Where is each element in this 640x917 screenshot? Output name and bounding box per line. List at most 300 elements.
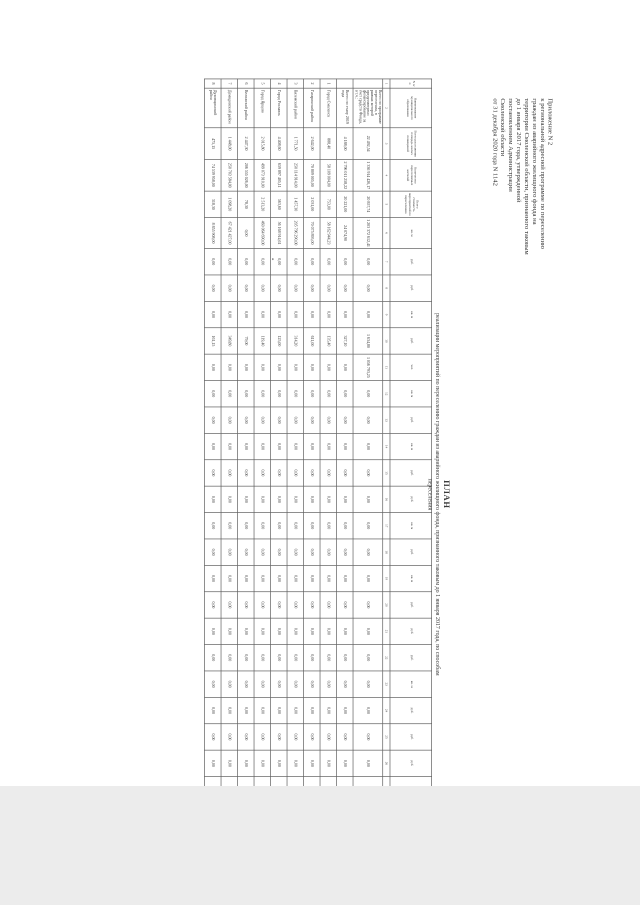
table-cell: 0,00 xyxy=(337,249,354,275)
column-header: руб. xyxy=(390,328,432,354)
column-header: руб. xyxy=(390,539,432,565)
table-cell: 1 098,20 xyxy=(221,191,238,217)
table-cell: 1 634,80 xyxy=(353,328,383,354)
table-cell: 0,00 xyxy=(238,486,255,512)
column-header: руб. xyxy=(390,750,432,776)
table-cell: 0,00 xyxy=(254,697,270,723)
table-cell: 0,00 xyxy=(353,407,383,433)
table-cell: 0,00 xyxy=(221,565,238,591)
table-cell: 0,00 xyxy=(254,565,270,591)
appendix-line: граждан из аварийного жилищного фонда на xyxy=(530,98,539,225)
column-number: 2 xyxy=(383,88,390,128)
table-cell: 0,00 xyxy=(254,275,270,301)
table-cell: 0,00 xyxy=(238,513,255,539)
table-cell: 74 539 958,00 xyxy=(205,159,222,191)
appendix-note xyxy=(491,98,554,296)
column-number: 3 xyxy=(383,128,390,160)
table-cell: 0,00 xyxy=(304,513,321,539)
table-cell: 70 075 895,00 xyxy=(304,218,321,249)
row-number: 6 xyxy=(238,79,255,88)
scan-speck xyxy=(272,258,273,260)
table-cell: 0,00 xyxy=(337,592,354,618)
appendix-line: к региональной адресной программе по переселению xyxy=(538,98,547,249)
table-cell: 0,00 xyxy=(254,645,270,671)
table-cell: 0,00 xyxy=(287,381,304,407)
table-cell: 0,00 xyxy=(221,750,238,776)
table-cell: 0,00 xyxy=(320,645,337,671)
table-cell: 0,00 xyxy=(205,671,222,697)
table-cell: 0,00 xyxy=(238,407,255,433)
table-cell: 0,00 xyxy=(238,565,255,591)
table-cell: 0,00 xyxy=(271,565,288,591)
table-cell: 0,00 xyxy=(304,750,321,776)
column-header: кв. м xyxy=(390,671,432,697)
table-cell: 0,00 xyxy=(287,539,304,565)
table-cell: 0,00 xyxy=(337,645,354,671)
table-cell: 0,00 xyxy=(221,275,238,301)
table-cell: 0,00 xyxy=(254,381,270,407)
table-cell: 0,00 xyxy=(238,645,255,671)
table-cell: 0,00 xyxy=(221,460,238,486)
table-cell: 0,00 xyxy=(353,592,383,618)
table-cell: 250 703 584,00 xyxy=(221,159,238,191)
column-header: чел. xyxy=(390,354,432,380)
appendix-line: Приложение N 2 xyxy=(546,98,554,146)
table-cell: 0,00 xyxy=(287,697,304,723)
table-cell: 0,00 xyxy=(304,301,321,327)
table-cell: 460 064 690,00 xyxy=(254,218,270,249)
table-cell: 0,00 xyxy=(271,671,288,697)
table-cell: 0,00 xyxy=(287,460,304,486)
column-number: 8 xyxy=(383,275,390,301)
table-cell: 0,00 xyxy=(304,724,321,750)
table-cell: 318,30 xyxy=(205,191,222,217)
table-cell: 0,00 xyxy=(238,592,255,618)
table-cell: 4 188,00 xyxy=(337,128,354,160)
column-header: руб. xyxy=(390,275,432,301)
table-cell: 0,00 xyxy=(238,724,255,750)
table-cell: 0,00 xyxy=(320,539,337,565)
table-cell: 0,00 xyxy=(287,645,304,671)
table-cell: 70 809 005,00 xyxy=(304,159,321,191)
municipality-name: Всего по программе переселения, в рамках которой предусмотрено финансирование за счет средств Фонда, в т.ч.: xyxy=(353,88,383,128)
column-number: 10 xyxy=(383,328,390,354)
table-cell: 0,00 xyxy=(320,275,337,301)
table-cell: 0,00 xyxy=(304,486,321,512)
table-cell: 0,00 xyxy=(271,249,288,275)
table-cell: 0,00 xyxy=(221,301,238,327)
column-header: кв. м xyxy=(390,433,432,459)
appendix-line: постановлением Администрации xyxy=(507,98,515,192)
table-cell: 0,00 xyxy=(238,750,255,776)
table-cell: 0,00 xyxy=(304,618,321,644)
table-cell: 0,00 xyxy=(353,618,383,644)
table-cell: 0,00 xyxy=(221,513,238,539)
table-row xyxy=(221,79,238,803)
table-cell: 0,00 xyxy=(221,407,238,433)
table-cell: 0,00 xyxy=(238,433,255,459)
municipality-name: Всего по этапу 2019 года xyxy=(337,88,354,128)
municipality-name: Демидовский район xyxy=(221,88,238,128)
table-cell: 0,00 xyxy=(271,592,288,618)
table-cell: 0,00 xyxy=(353,724,383,750)
table-cell: 1 336 914 426,17 xyxy=(353,159,383,191)
table-row xyxy=(320,79,337,803)
column-number: 6 xyxy=(383,218,390,249)
table-cell: 206 555 026,00 xyxy=(238,159,255,191)
table-cell: 78,30 xyxy=(238,191,255,217)
column-number: 9 xyxy=(383,301,390,327)
table-cell: 0,00 xyxy=(320,381,337,407)
table-cell: 0,00 xyxy=(254,354,270,380)
table-cell: 0,00 xyxy=(271,354,288,380)
municipality-name: Город Смоленск xyxy=(320,88,337,128)
table-row xyxy=(337,79,354,803)
table-cell: 0,00 xyxy=(304,354,321,380)
table-cell: 0,00 xyxy=(304,381,321,407)
column-header: кв. м xyxy=(390,218,432,249)
column-number: 17 xyxy=(383,513,390,539)
table-cell: 1 457,30 xyxy=(287,191,304,217)
table-cell: 0,00 xyxy=(337,407,354,433)
table-cell: 250 114 914,00 xyxy=(287,159,304,191)
table-cell: 0,00 xyxy=(287,618,304,644)
table-cell: 0,00 xyxy=(304,592,321,618)
table-cell: 0,00 xyxy=(238,218,255,249)
row-number: 7 xyxy=(221,79,238,88)
table-cell: 1 448,00 xyxy=(221,128,238,160)
row-number xyxy=(353,79,383,88)
table-cell: 0,00 xyxy=(304,460,321,486)
table-cell: 2 015,80 xyxy=(254,128,270,160)
column-header: руб. xyxy=(390,407,432,433)
appendix-line: Смоленской области xyxy=(499,98,507,157)
column-number: 4 xyxy=(383,159,390,191)
table-cell: 0,00 xyxy=(271,697,288,723)
table-row xyxy=(254,79,270,803)
table-cell: 0,00 xyxy=(254,750,270,776)
table-cell: 0,00 xyxy=(238,354,255,380)
column-number: 15 xyxy=(383,460,390,486)
table-cell: 659 897 405,11 xyxy=(271,159,288,191)
table-cell: 0,00 xyxy=(271,724,288,750)
row-number: 3 xyxy=(287,79,304,88)
table-cell: 0,00 xyxy=(221,618,238,644)
table-cell: 0,00 xyxy=(337,565,354,591)
table-cell: 0,00 xyxy=(254,539,270,565)
table-cell: 499 073 910,00 xyxy=(254,159,270,191)
column-header: Всего расселяемая площадь жилых помещений xyxy=(390,128,432,160)
table-cell: 0,00 xyxy=(221,433,238,459)
table-cell: 0,00 xyxy=(238,301,255,327)
table-cell: 0,00 xyxy=(320,433,337,459)
plan-table xyxy=(204,79,432,804)
table-cell: 0,00 xyxy=(271,645,288,671)
table-cell: 0,00 xyxy=(254,407,270,433)
table-cell: 0,00 xyxy=(320,618,337,644)
table-cell: 0,00 xyxy=(320,407,337,433)
table-cell: 0,00 xyxy=(353,275,383,301)
table-cell: 0,00 xyxy=(337,750,354,776)
table-cell: 0,00 xyxy=(205,592,222,618)
table-cell: 327,10 xyxy=(337,328,354,354)
table-cell: 0,00 xyxy=(287,354,304,380)
table-row xyxy=(205,79,222,803)
table-cell: 0,00 xyxy=(304,645,321,671)
row-number: 5 xyxy=(254,79,270,88)
table-cell: 67 421 427,00 xyxy=(221,218,238,249)
table-cell: 0,00 xyxy=(238,460,255,486)
table-cell: 0,00 xyxy=(205,275,222,301)
table-cell: 0,00 xyxy=(221,381,238,407)
table-cell: 2 642,00 xyxy=(304,128,321,160)
table-cell: 0,00 xyxy=(287,724,304,750)
table-cell: 0,00 xyxy=(271,460,288,486)
table-cell: 2 513,20 xyxy=(254,191,270,217)
column-header: Всего стоимость мероприятий по переселению xyxy=(390,191,432,217)
table-cell: 0,00 xyxy=(238,275,255,301)
table-cell: 0,00 xyxy=(205,381,222,407)
table-cell: 0,00 xyxy=(271,433,288,459)
table-cell: 0,00 xyxy=(271,301,288,327)
table-cell: 0,00 xyxy=(205,486,222,512)
table-cell: 0,00 xyxy=(337,618,354,644)
table-row xyxy=(238,79,255,803)
table-cell: 0,00 xyxy=(254,460,270,486)
table-cell: 0,00 xyxy=(304,249,321,275)
column-number: 7 xyxy=(383,249,390,275)
table-cell: 888,40 xyxy=(320,128,337,160)
table-cell: 0,00 xyxy=(205,301,222,327)
table-cell: 0,00 xyxy=(205,460,222,486)
table-cell: 0,00 xyxy=(337,460,354,486)
table-cell: 0,00 xyxy=(337,301,354,327)
table-cell: 0,00 xyxy=(337,486,354,512)
column-number: 11 xyxy=(383,354,390,380)
column-header: N п/п xyxy=(390,79,432,88)
column-number: 22 xyxy=(383,645,390,671)
table-cell: 0,00 xyxy=(320,249,337,275)
table-cell: 0,00 xyxy=(271,539,288,565)
table-row xyxy=(353,79,383,803)
table-cell: 0,00 xyxy=(221,697,238,723)
table-cell: 0,00 xyxy=(337,381,354,407)
table-cell: 611,00 xyxy=(304,328,321,354)
row-number: 4 xyxy=(271,79,288,88)
table-cell: 0,00 xyxy=(304,433,321,459)
table-cell: 0,00 xyxy=(337,433,354,459)
table-cell: 0,00 xyxy=(287,249,304,275)
table-cell: 0,00 xyxy=(238,249,255,275)
column-number: 18 xyxy=(383,539,390,565)
table-cell: 0,00 xyxy=(221,645,238,671)
table-cell: 1 771,50 xyxy=(287,128,304,160)
table-cell: 0,00 xyxy=(320,724,337,750)
table-cell: 205 796 290,00 xyxy=(287,218,304,249)
table-cell: 0,00 xyxy=(304,671,321,697)
table-cell: 0,00 xyxy=(205,645,222,671)
title-main: ПЛАН xyxy=(441,480,452,509)
table-cell: 56 168 914,61 xyxy=(271,218,288,249)
table-cell: 20 221,00 xyxy=(337,191,354,217)
table-cell: 0,00 xyxy=(337,671,354,697)
table-cell: 349,80 xyxy=(221,328,238,354)
table-cell: 0,00 xyxy=(271,407,288,433)
column-number: 25 xyxy=(383,724,390,750)
table-cell: 0,00 xyxy=(271,486,288,512)
municipality-name: Город Ярцево xyxy=(254,88,270,128)
table-cell: 58 162 944,23 xyxy=(320,218,337,249)
municipality-name: Город Рославль xyxy=(271,88,288,128)
scanner-margin xyxy=(0,786,640,905)
table-cell: 0,00 xyxy=(205,249,222,275)
table-cell: 0,00 xyxy=(304,407,321,433)
table-cell: 0,00 xyxy=(221,249,238,275)
column-number-row xyxy=(383,79,390,803)
table-cell: 0,00 xyxy=(271,750,288,776)
table-cell: 0,00 xyxy=(353,433,383,459)
municipality-name: Вяземский район xyxy=(287,88,304,128)
table-cell: 753,00 xyxy=(320,191,337,217)
table-cell: 0,00 xyxy=(238,618,255,644)
column-number: 26 xyxy=(383,750,390,776)
scanned-page xyxy=(34,22,590,786)
table-cell: 125,00 xyxy=(271,328,288,354)
table-cell: 0,00 xyxy=(353,697,383,723)
table-cell: 22 492,54 xyxy=(353,128,383,160)
table-row xyxy=(271,79,288,803)
table-cell: 0,00 xyxy=(320,750,337,776)
table-cell: 0,00 xyxy=(205,539,222,565)
column-header: руб. xyxy=(390,697,432,723)
table-cell: 0,00 xyxy=(205,513,222,539)
table-cell: 0,00 xyxy=(287,513,304,539)
table-cell: 1 056 793,25 xyxy=(353,354,383,380)
table-cell: 0,00 xyxy=(205,697,222,723)
table-cell: 8 855 908,00 xyxy=(205,218,222,249)
table-cell: 0,00 xyxy=(353,301,383,327)
column-header: руб. xyxy=(390,724,432,750)
column-number: 1 xyxy=(383,79,390,88)
header-row xyxy=(390,79,432,803)
table-cell: 161,15 xyxy=(205,328,222,354)
row-number: 8 xyxy=(205,79,222,88)
table-cell: 0,00 xyxy=(287,671,304,697)
column-number: 24 xyxy=(383,697,390,723)
table-cell: 0,00 xyxy=(320,460,337,486)
column-header: руб. xyxy=(390,618,432,644)
table-cell: 0,00 xyxy=(205,433,222,459)
table-cell: 563,60 xyxy=(271,191,288,217)
column-header: кв. м xyxy=(390,301,432,327)
table-cell: 0,00 xyxy=(254,486,270,512)
table-cell: 135,40 xyxy=(320,328,337,354)
table-cell: 0,00 xyxy=(205,618,222,644)
table-cell: 0,00 xyxy=(320,513,337,539)
table-cell: 0,00 xyxy=(221,724,238,750)
table-cell: 0,00 xyxy=(353,565,383,591)
table-cell: 0,00 xyxy=(254,513,270,539)
table-cell: 0,00 xyxy=(221,486,238,512)
table-cell: 0,00 xyxy=(254,724,270,750)
table-cell: 0,00 xyxy=(320,671,337,697)
table-cell: 0,00 xyxy=(287,486,304,512)
table-cell: 0,00 xyxy=(287,750,304,776)
municipality-name: Велижский район xyxy=(238,88,255,128)
title-sub: реализации мероприятий по переселению граждан из аварийного жилищного фонда, признанного таковым до 1 января 2017 года, по способам переселения xyxy=(427,313,442,676)
table-cell: 0,00 xyxy=(205,565,222,591)
table-cell: 0,00 xyxy=(254,592,270,618)
table-cell: 0,00 xyxy=(254,618,270,644)
table-cell: 0,00 xyxy=(238,381,255,407)
table-cell: 58 109 004,00 xyxy=(320,159,337,191)
table-cell: 0,00 xyxy=(221,671,238,697)
table-cell: 20 857,74 xyxy=(353,191,383,217)
municipality-name: Духовщинский район xyxy=(205,88,222,128)
row-number xyxy=(337,79,354,88)
table-cell: 0,00 xyxy=(320,486,337,512)
table-cell: 0,00 xyxy=(221,354,238,380)
row-number: 1 xyxy=(320,79,337,88)
table-cell: 0,00 xyxy=(353,249,383,275)
table-cell: 0,00 xyxy=(337,724,354,750)
table-cell: 314,20 xyxy=(287,328,304,354)
table-cell: 0,00 xyxy=(353,381,383,407)
table-cell: 0,00 xyxy=(238,539,255,565)
column-number: 14 xyxy=(383,433,390,459)
table-cell: 0,00 xyxy=(304,697,321,723)
table-cell: 0,00 xyxy=(304,275,321,301)
table-cell: 0,00 xyxy=(337,513,354,539)
table-cell: 0,00 xyxy=(320,565,337,591)
column-number: 13 xyxy=(383,407,390,433)
table-cell: 0,00 xyxy=(304,565,321,591)
table-cell: 0,00 xyxy=(320,301,337,327)
municipality-name: Гагаринский район xyxy=(304,88,321,128)
table-cell: 0,00 xyxy=(320,354,337,380)
table-cell: 0,00 xyxy=(353,671,383,697)
column-number: 5 xyxy=(383,191,390,217)
table-cell: 0,00 xyxy=(337,275,354,301)
table-cell: 0,00 xyxy=(320,697,337,723)
table-cell: 0,00 xyxy=(353,513,383,539)
table-row xyxy=(304,79,321,803)
column-number: 20 xyxy=(383,592,390,618)
table-cell: 2 031,00 xyxy=(304,191,321,217)
table-cell: 0,00 xyxy=(287,433,304,459)
table-cell: 0,00 xyxy=(221,592,238,618)
column-number: 12 xyxy=(383,381,390,407)
table-cell: 0,00 xyxy=(271,275,288,301)
column-header: кв. м xyxy=(390,513,432,539)
table-cell: 0,00 xyxy=(221,539,238,565)
table-cell: 2 796 011 258,22 xyxy=(337,159,354,191)
column-header: руб. xyxy=(390,249,432,275)
table-cell: 475,15 xyxy=(205,128,222,160)
table-cell: 0,00 xyxy=(254,301,270,327)
table-cell: 0,00 xyxy=(337,354,354,380)
table-cell: 0,00 xyxy=(271,618,288,644)
table-cell: 0,00 xyxy=(287,592,304,618)
table-cell: 0,00 xyxy=(254,249,270,275)
column-header: руб. xyxy=(390,486,432,512)
column-header: руб. xyxy=(390,460,432,486)
table-cell: 1 203 372 612,41 xyxy=(353,218,383,249)
table-cell: 0,00 xyxy=(254,671,270,697)
column-number: 21 xyxy=(383,618,390,644)
table-cell: 24 074,90 xyxy=(337,218,354,249)
row-number: 2 xyxy=(304,79,321,88)
